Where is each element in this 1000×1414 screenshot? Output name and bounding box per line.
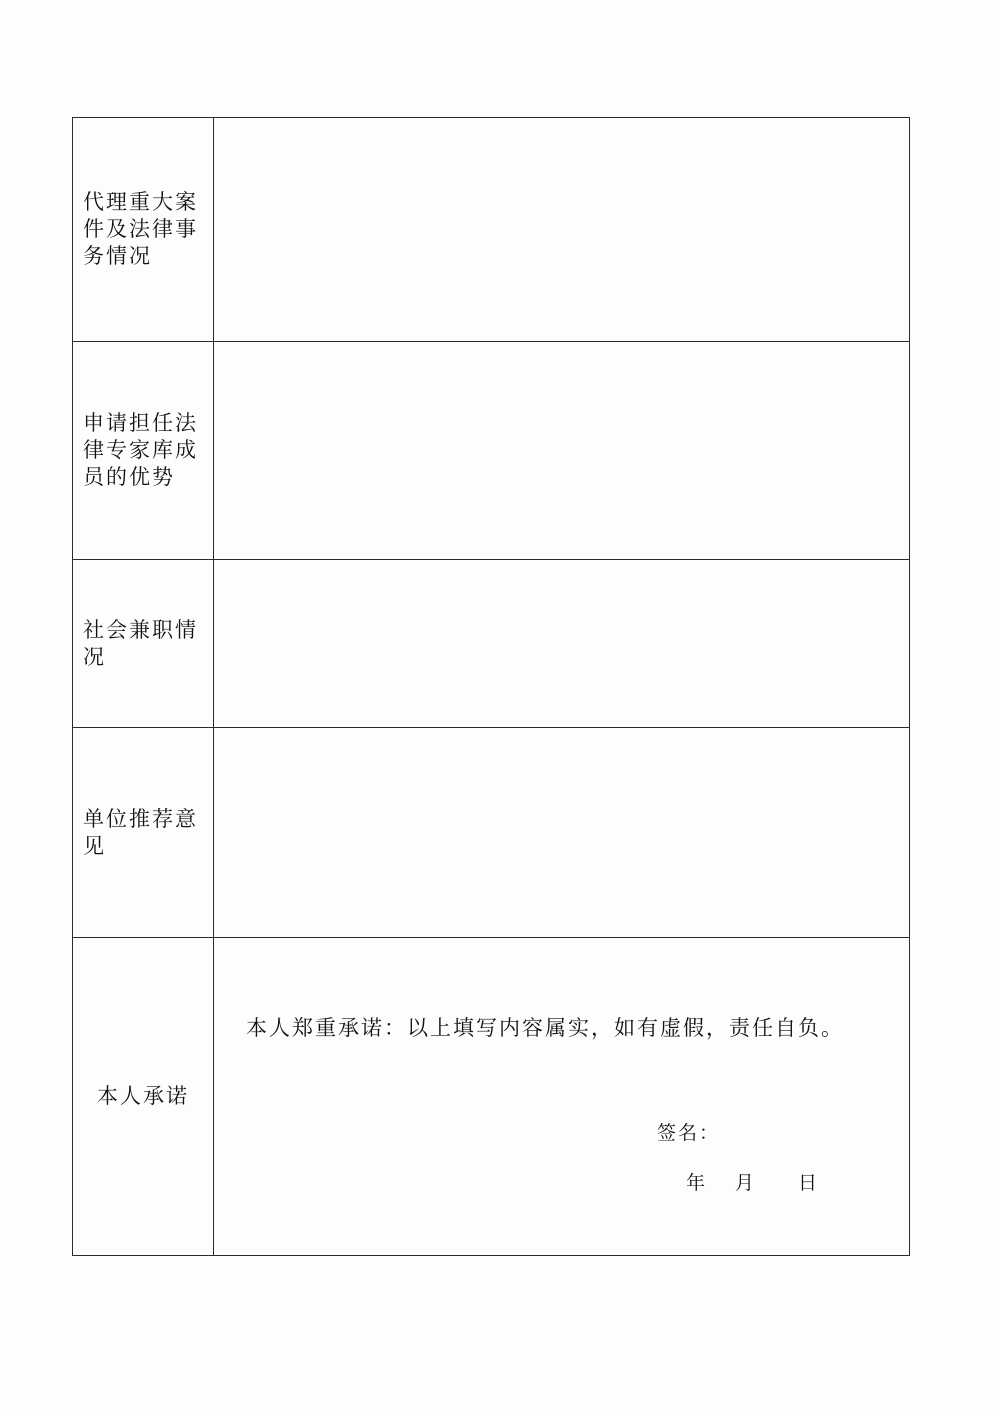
pledge-statement: 本人郑重承诺：以上填写内容属实，如有虚假，责任自负。 <box>246 1016 844 1040</box>
label-cell-personal-pledge <box>73 938 214 1256</box>
label-social-positions: 社会兼职情 况 <box>83 617 244 669</box>
field-advantages[interactable] <box>214 342 910 560</box>
label-advantages: 申请担任法律专家库成员的优势 <box>83 411 198 489</box>
label-cell-advantages <box>73 342 214 560</box>
label-cell-major-cases <box>73 118 214 342</box>
application-form-table <box>72 117 910 1256</box>
form-row-advantages <box>73 342 910 560</box>
date-day-label: 日 <box>798 1172 818 1194</box>
form-row-social-positions <box>73 560 910 728</box>
form-row-major-cases <box>73 118 910 342</box>
form-row-unit-recommendation <box>73 728 910 938</box>
label-personal-pledge: 本人承诺 <box>97 1084 189 1108</box>
form-row-personal-pledge <box>73 938 910 1256</box>
field-unit-recommendation[interactable] <box>214 728 910 938</box>
date-year-label: 年 <box>686 1172 706 1194</box>
field-personal-pledge <box>214 938 910 1256</box>
field-social-positions[interactable] <box>214 560 910 728</box>
date-line <box>686 1168 817 1195</box>
label-cell-unit-recommendation <box>73 728 244 938</box>
label-major-cases: 代理重大案件及法律事务情况 <box>83 190 198 268</box>
label-cell-social-positions <box>73 560 244 728</box>
signature-label: 签名： <box>657 1122 721 1144</box>
date-month-label: 月 <box>735 1172 755 1194</box>
label-unit-recommendation: 单位推荐意 见 <box>83 806 244 858</box>
field-major-cases[interactable] <box>214 118 910 342</box>
